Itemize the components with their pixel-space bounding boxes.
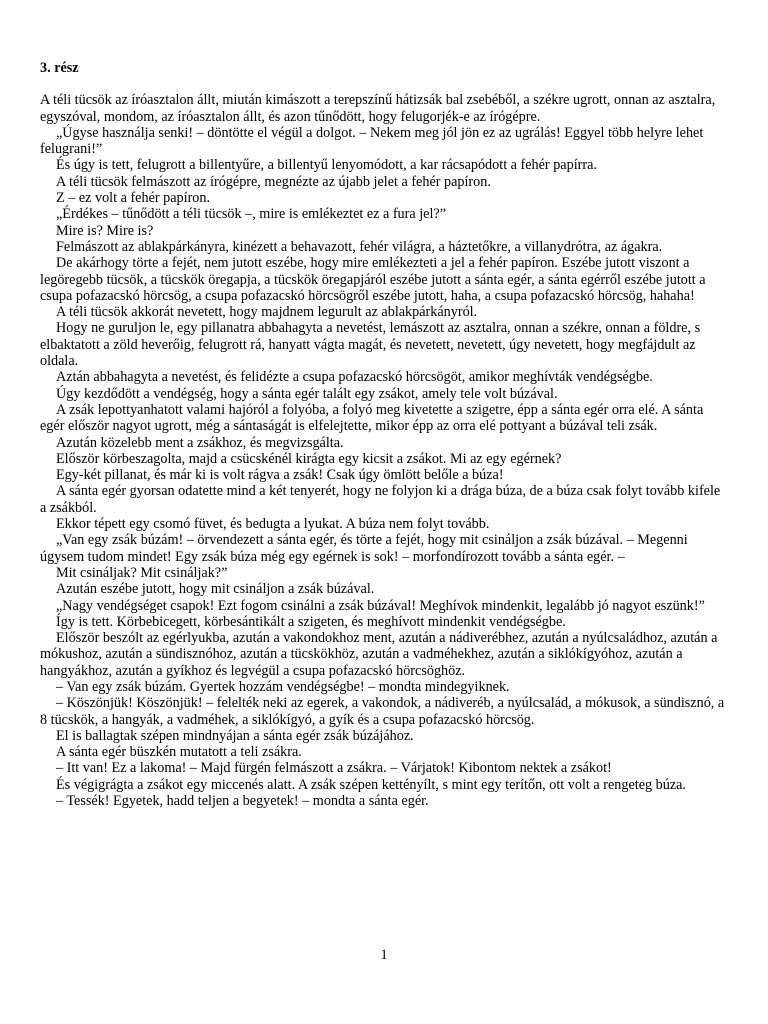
paragraph: „Érdékes – tűnődött a téli tücsök –, mire is emlékeztet ez a fura jel?” (56, 206, 446, 223)
paragraph: Azután közelebb ment a zsákhoz, és megvizsgálta. (56, 434, 344, 451)
paragraph: Mire is? Mire is? (56, 222, 154, 239)
paragraph: Először körbeszagolta, majd a csücskénél kirágta egy kicsit a zsákot. Mi az egy egérnek? (56, 450, 562, 467)
paragraph: Egy-két pillanat, és már ki is volt rágva a zsák! Csak úgy ömlött belőle a búza! (56, 467, 504, 484)
paragraph: A téli tücsök akkorát nevetett, hogy majdnem legurult az ablakpárkányról. (56, 304, 478, 321)
paragraph: A téli tücsök az íróasztalon állt, miután kimászott a terepszínű hátizsák bal zsebéből, a székre ugrott, onnan az asztalra, egyszóval, mondom, az íróasztalon állt, és azon tűnődött, hogy felugorjék-e az írógépre. (40, 92, 716, 125)
section-heading: 3. rész (40, 60, 79, 76)
paragraph: Aztán abbahagyta a nevetést, és felidézte a csupa pofazacskó hörcsögöt, amikor meghívták vendégségbe. (56, 369, 653, 386)
paragraph: És végigrágta a zsákot egy miccenés alatt. A zsák szépen kettényílt, s mint egy terítőn, ott volt a rengeteg búza. (56, 776, 686, 793)
paragraph: – Van egy zsák búzám. Gyertek hozzám vendégségbe! – mondta mindegyiknek. (56, 678, 510, 695)
paragraph: Z – ez volt a fehér papíron. (56, 190, 211, 207)
paragraph: De akárhogy törte a fejét, nem jutott eszébe, hogy mire emlékezteti a jel a fehér papíron. Eszébe jutott viszont a legöregebb tücsök, a tücskök öregapja, a tücskök öregapjáról eszébe jutott a sánta egér, a sánta egérről eszébe jutott a csupa pofazacskó hörcsög, a csupa pofazacskó hörcsögről eszébe jutott, haha, a csupa pofazacskó hörcsög, hahaha! (40, 255, 706, 304)
paragraph: „Úgyse használja senki! – döntötte el végül a dolgot. – Nekem meg jól jön ez az ugrálás! Eggyel több helyre lehet felugrani!” (40, 124, 704, 158)
paragraph: Úgy kezdődött a vendégség, hogy a sánta egér talált egy zsákot, amely tele volt búzával. (56, 385, 558, 402)
page-number: 1 (380, 947, 388, 963)
paragraph: Azután eszébe jutott, hogy mit csináljon a zsák búzával. (56, 581, 375, 598)
paragraph: A sánta egér gyorsan odatette mind a két tenyerét, hogy ne folyjon ki a drága búza, de a búza csak folyt tovább kifele a zsákból. (40, 483, 721, 516)
document-page (40, 60, 730, 809)
paragraph: A zsák lepottyanhatott valami hajóról a folyóba, a folyó meg kivetette a szigetre, épp a sánta egér orra elé. A sánta egér először nagyot ugrott, még a sántaságát is elfelejtette, mikor épp az orra elé pottyant a búzával teli zsák. (40, 401, 704, 435)
paragraph: Mit csináljak? Mit csináljak?” (56, 564, 228, 581)
paragraph: – Köszönjük! Köszönjük! – felelték neki az egerek, a vakondok, a nádiveréb, a nyúlcsalád, a mókusok, a sündisznó, a 8 tücskök, a hangyák, a vadméhek, a siklókígyó, a gyík és a csupa pofazacskó hörcsög. (40, 695, 725, 728)
paragraph: „Van egy zsák búzám! – örvendezett a sánta egér, és törte a fejét, hogy mit csináljon a zsák búzával. – Megenni úgysem tudom mindet! Egy zsák búza még egy egérnek is sok! – morfondírozott tovább a sánta egér. – (40, 532, 688, 565)
paragraph: Felmászott az ablakpárkányra, kinézett a behavazott, fehér világra, a háztetőkre, a villanydrótra, az ágakra. (56, 238, 663, 255)
paragraph: Ekkor tépett egy csomó füvet, és bedugta a lyukat. A búza nem folyt tovább. (56, 516, 490, 533)
paragraph: Először beszólt az egérlyukba, azután a vakondokhoz ment, azután a nádiverébhez, azután a nyúlcsaládhoz, azután a mókushoz, azután a sündisznóhoz, azután a tücskökhöz, azután a vadméhekhez, azután a siklókígyóhoz, azután a hangyákhoz, azután a gyíkhoz és legvégül a csupa pofazacskó hörcsöghöz. (40, 630, 718, 679)
paragraph: A sánta egér büszkén mutatott a teli zsákra. (56, 744, 302, 761)
paragraph: „Nagy vendégséget csapok! Ezt fogom csinálni a zsák búzával! Meghívok mindenkit, legalább jó nagyot eszünk!” (56, 597, 705, 614)
paragraph: Hogy ne guruljon le, egy pillanatra abbahagyta a nevetést, lemászott az asztalra, onnan a székre, onnan a földre, s elbaktatott a zöld heverőig, felugrott rá, hanyatt vágta magát, és nevetett, nevetett, úgy nevetett, hogy megfájdult az oldala. (40, 320, 701, 370)
paragraph: Így is tett. Körbebicegett, körbesántikált a szigeten, és meghívott mindenkit vendégségbe. (56, 613, 566, 630)
paragraph: – Itt van! Ez a lakoma! – Majd fürgén felmászott a zsákra. – Várjatok! Kibontom nektek a zsákot! (56, 760, 612, 777)
paragraph: El is ballagtak szépen mindnyájan a sánta egér zsák búzájához. (56, 727, 414, 744)
paragraph: És úgy is tett, felugrott a billentyűre, a billentyű lenyomódott, a kar rácsapódott a fehér papírra. (56, 157, 597, 174)
paragraph: A téli tücsök felmászott az írógépre, megnézte az újabb jelet a fehér papíron. (56, 173, 491, 190)
body-text (40, 92, 730, 809)
paragraph: – Tessék! Egyetek, hadd teljen a begyetek! – mondta a sánta egér. (56, 793, 429, 810)
